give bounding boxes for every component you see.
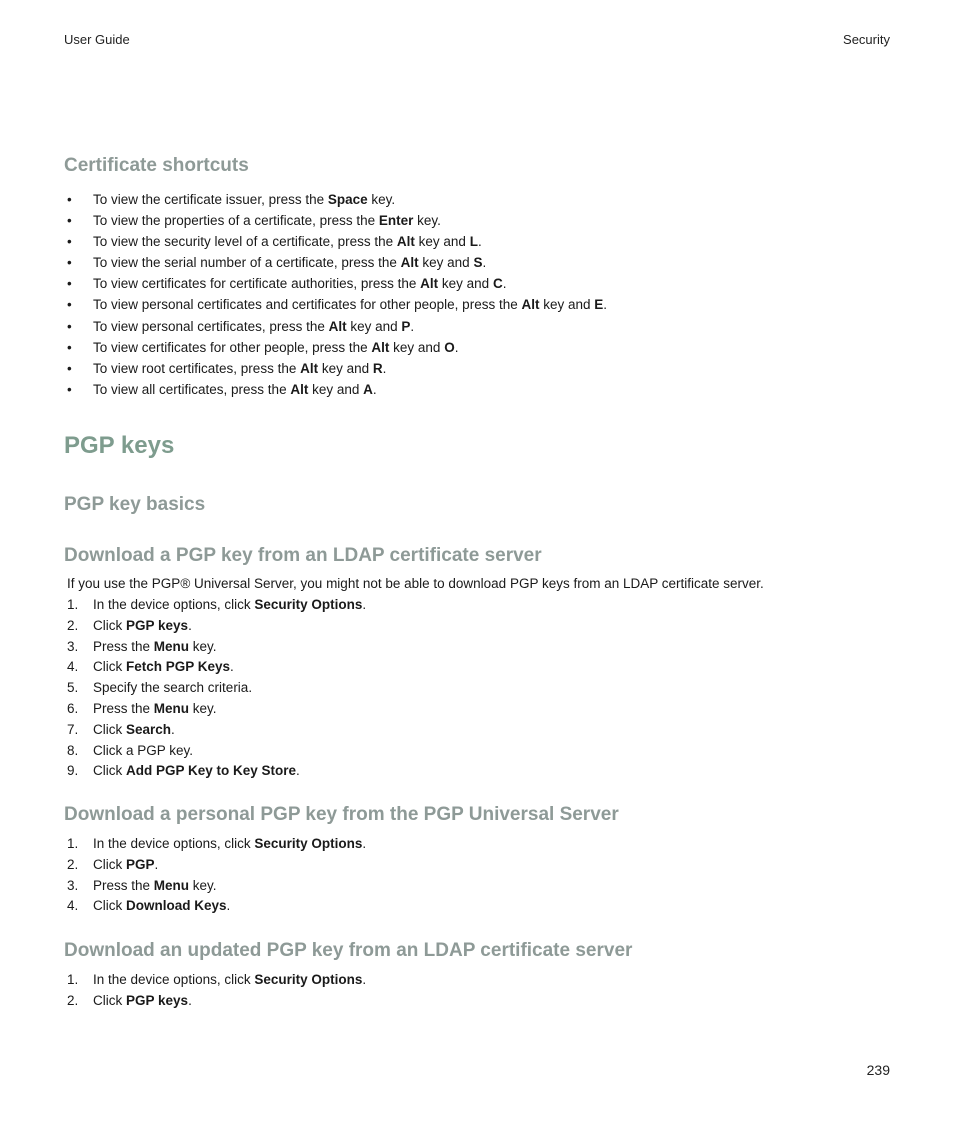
bullet-icon: • <box>67 360 72 376</box>
download-ldap-intro: If you use the PGP® Universal Server, you might not be able to download PGP keys from an LDAP certificate server. <box>67 576 764 591</box>
download-personal-heading: Download a personal PGP key from the PGP Universal Server <box>64 804 619 825</box>
running-header-section: Security <box>843 32 890 47</box>
step-item: 1. In the device options, click Security Options. <box>67 972 367 987</box>
page-number: 239 <box>866 1062 890 1078</box>
shortcut-item: • To view the certificate issuer, press the Space key. <box>64 189 607 210</box>
certificate-shortcuts-heading: Certificate shortcuts <box>64 155 249 176</box>
bullet-icon: • <box>67 213 72 229</box>
download-updated-heading: Download an updated PGP key from an LDAP certificate server <box>64 940 633 961</box>
step-item: 2. Click PGP. <box>67 856 159 872</box>
shortcut-item: • To view root certificates, press the Alt key and R. <box>64 358 607 379</box>
running-header-title: User Guide <box>64 32 130 47</box>
shortcut-item: • To view certificates for other people, press the Alt key and O. <box>64 337 607 358</box>
shortcut-item: • To view all certificates, press the Alt key and A. <box>64 379 607 400</box>
bullet-icon: • <box>67 318 72 334</box>
shortcut-item: • To view personal certificates and certificates for other people, press the Alt key and E. <box>64 294 607 315</box>
bullet-icon: • <box>67 381 72 397</box>
step-item: 9. Click Add PGP Key to Key Store. <box>67 763 300 779</box>
bullet-icon: • <box>67 339 72 355</box>
bullet-icon: • <box>67 234 72 250</box>
download-updated-steps <box>64 969 366 1011</box>
download-ldap-steps <box>64 594 366 781</box>
step-item: 3. Press the Menu key. <box>67 877 217 893</box>
shortcut-item: • To view personal certificates, press the Alt key and P. <box>64 316 607 337</box>
step-item: 8. Click a PGP key. <box>67 742 194 758</box>
step-item: 5. Specify the search criteria. <box>67 680 253 696</box>
bullet-icon: • <box>67 297 72 313</box>
shortcut-item: • To view the serial number of a certificate, press the Alt key and S. <box>64 252 607 273</box>
step-item: 7. Click Search. <box>67 721 175 737</box>
step-item: 6. Press the Menu key. <box>67 700 217 716</box>
bullet-icon: • <box>67 255 72 271</box>
step-item: 1. In the device options, click Security Options. <box>67 597 367 612</box>
pgp-key-basics-heading: PGP key basics <box>64 494 206 515</box>
bullet-icon: • <box>67 192 72 207</box>
pgp-keys-heading: PGP keys <box>64 432 175 459</box>
bullet-icon: • <box>67 276 72 292</box>
shortcut-item: • To view certificates for certificate authorities, press the Alt key and C. <box>64 273 607 294</box>
step-item: 2. Click PGP keys. <box>67 992 192 1008</box>
shortcut-item: • To view the security level of a certificate, press the Alt key and L. <box>64 231 607 252</box>
step-item: 3. Press the Menu key. <box>67 638 217 654</box>
shortcut-item: • To view the properties of a certificate, press the Enter key. <box>64 210 607 231</box>
step-item: 1. In the device options, click Security Options. <box>67 836 367 851</box>
step-item: 2. Click PGP keys. <box>67 617 192 633</box>
download-ldap-heading: Download a PGP key from an LDAP certificate server <box>64 545 542 566</box>
download-personal-steps <box>64 833 366 916</box>
step-item: 4. Click Download Keys. <box>67 898 231 914</box>
certificate-shortcuts-list <box>64 189 607 400</box>
step-item: 4. Click Fetch PGP Keys. <box>67 659 234 675</box>
